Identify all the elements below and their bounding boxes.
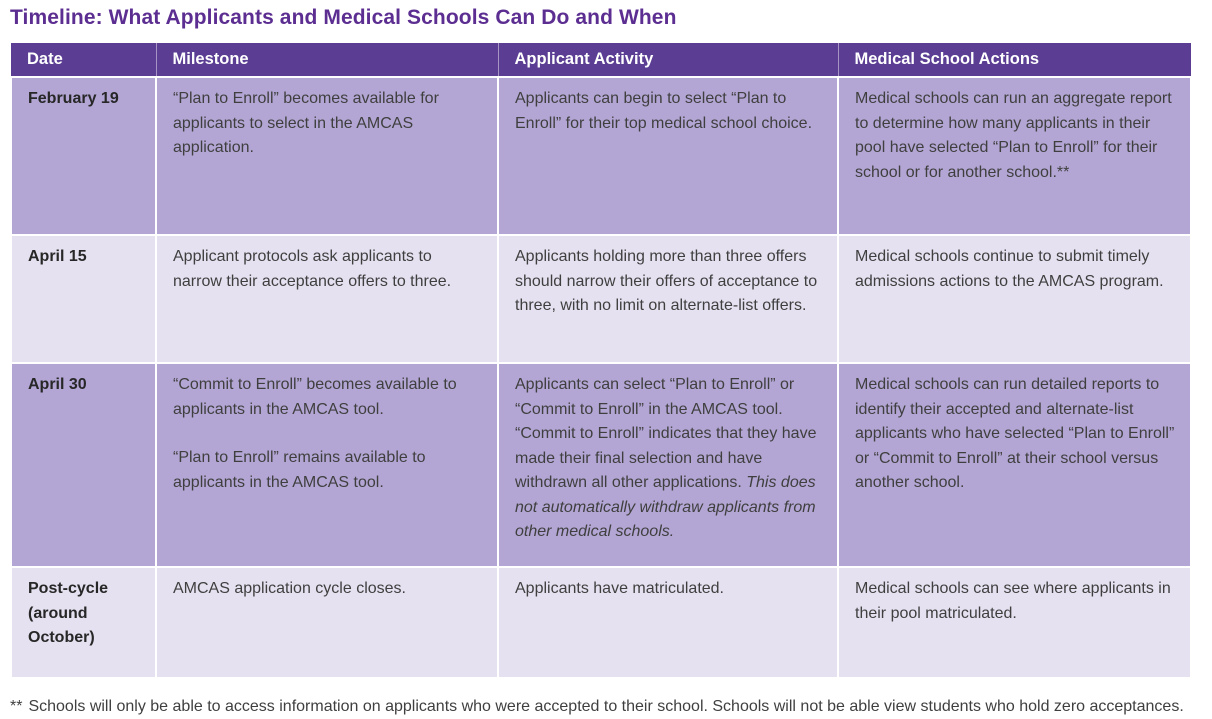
milestone-cell: “Plan to Enroll” becomes available for applicants to select in the AMCAS application. (156, 77, 498, 235)
column-header-medical-school-actions: Medical School Actions (838, 43, 1191, 77)
table-row-post-cycle (11, 567, 1191, 678)
milestone-cell: AMCAS application cycle closes. (156, 567, 498, 678)
table-row-april-30 (11, 363, 1191, 567)
milestone-paragraph: “Plan to Enroll” remains available to applicants in the AMCAS tool. (173, 449, 426, 491)
applicant-activity-cell (498, 363, 838, 567)
applicant-activity-text: Applicants can select “Plan to Enroll” or “Commit to Enroll” in the AMCAS tool. “Commit to Enroll” indicates that they have made their final selection and have withdrawn all other applications. (515, 376, 817, 491)
page (10, 0, 1190, 719)
milestone-cell (156, 363, 498, 567)
date-cell: February 19 (11, 77, 156, 235)
medical-school-actions-cell: Medical schools can see where applicants in their pool matriculated. (838, 567, 1191, 678)
medical-school-actions-cell: Medical schools can run an aggregate report to determine how many applicants in their pool have selected “Plan to Enroll” for their school or for another school.** (838, 77, 1191, 235)
applicant-activity-cell: Applicants have matriculated. (498, 567, 838, 678)
column-header-applicant-activity: Applicant Activity (498, 43, 838, 77)
table-row-april-15 (11, 235, 1191, 363)
applicant-activity-cell: Applicants holding more than three offers should narrow their offers of acceptance to three, with no limit on alternate-list offers. (498, 235, 838, 363)
medical-school-actions-cell: Medical schools continue to submit timely admissions actions to the AMCAS program. (838, 235, 1191, 363)
footnote-text: Schools will only be able to access information on applicants who were accepted to their school. Schools will not be able view students who hold zero acceptances. (28, 698, 1184, 715)
column-header-milestone: Milestone (156, 43, 498, 77)
footnote-marker: ** (10, 698, 23, 715)
column-header-date: Date (11, 43, 156, 77)
timeline-table (10, 43, 1192, 679)
milestone-cell: Applicant protocols ask applicants to narrow their acceptance offers to three. (156, 235, 498, 363)
date-cell: April 30 (11, 363, 156, 567)
footnote (10, 695, 1212, 719)
table-row-february-19 (11, 77, 1191, 235)
applicant-activity-cell: Applicants can begin to select “Plan to Enroll” for their top medical school choice. (498, 77, 838, 235)
applicant-activity-italic-note: This does not automatically withdraw applicants from other medical schools. (515, 474, 816, 540)
date-cell: Post-cycle (around October) (11, 567, 156, 678)
page-title: Timeline: What Applicants and Medical Schools Can Do and When (10, 6, 677, 29)
medical-school-actions-cell: Medical schools can run detailed reports to identify their accepted and alternate-list applicants who have selected “Plan to Enroll” or “Commit to Enroll” at their school versus another school. (838, 363, 1191, 567)
date-cell: April 15 (11, 235, 156, 363)
milestone-paragraph: “Commit to Enroll” becomes available to applicants in the AMCAS tool. (173, 376, 457, 418)
table-header-row (11, 43, 1191, 77)
